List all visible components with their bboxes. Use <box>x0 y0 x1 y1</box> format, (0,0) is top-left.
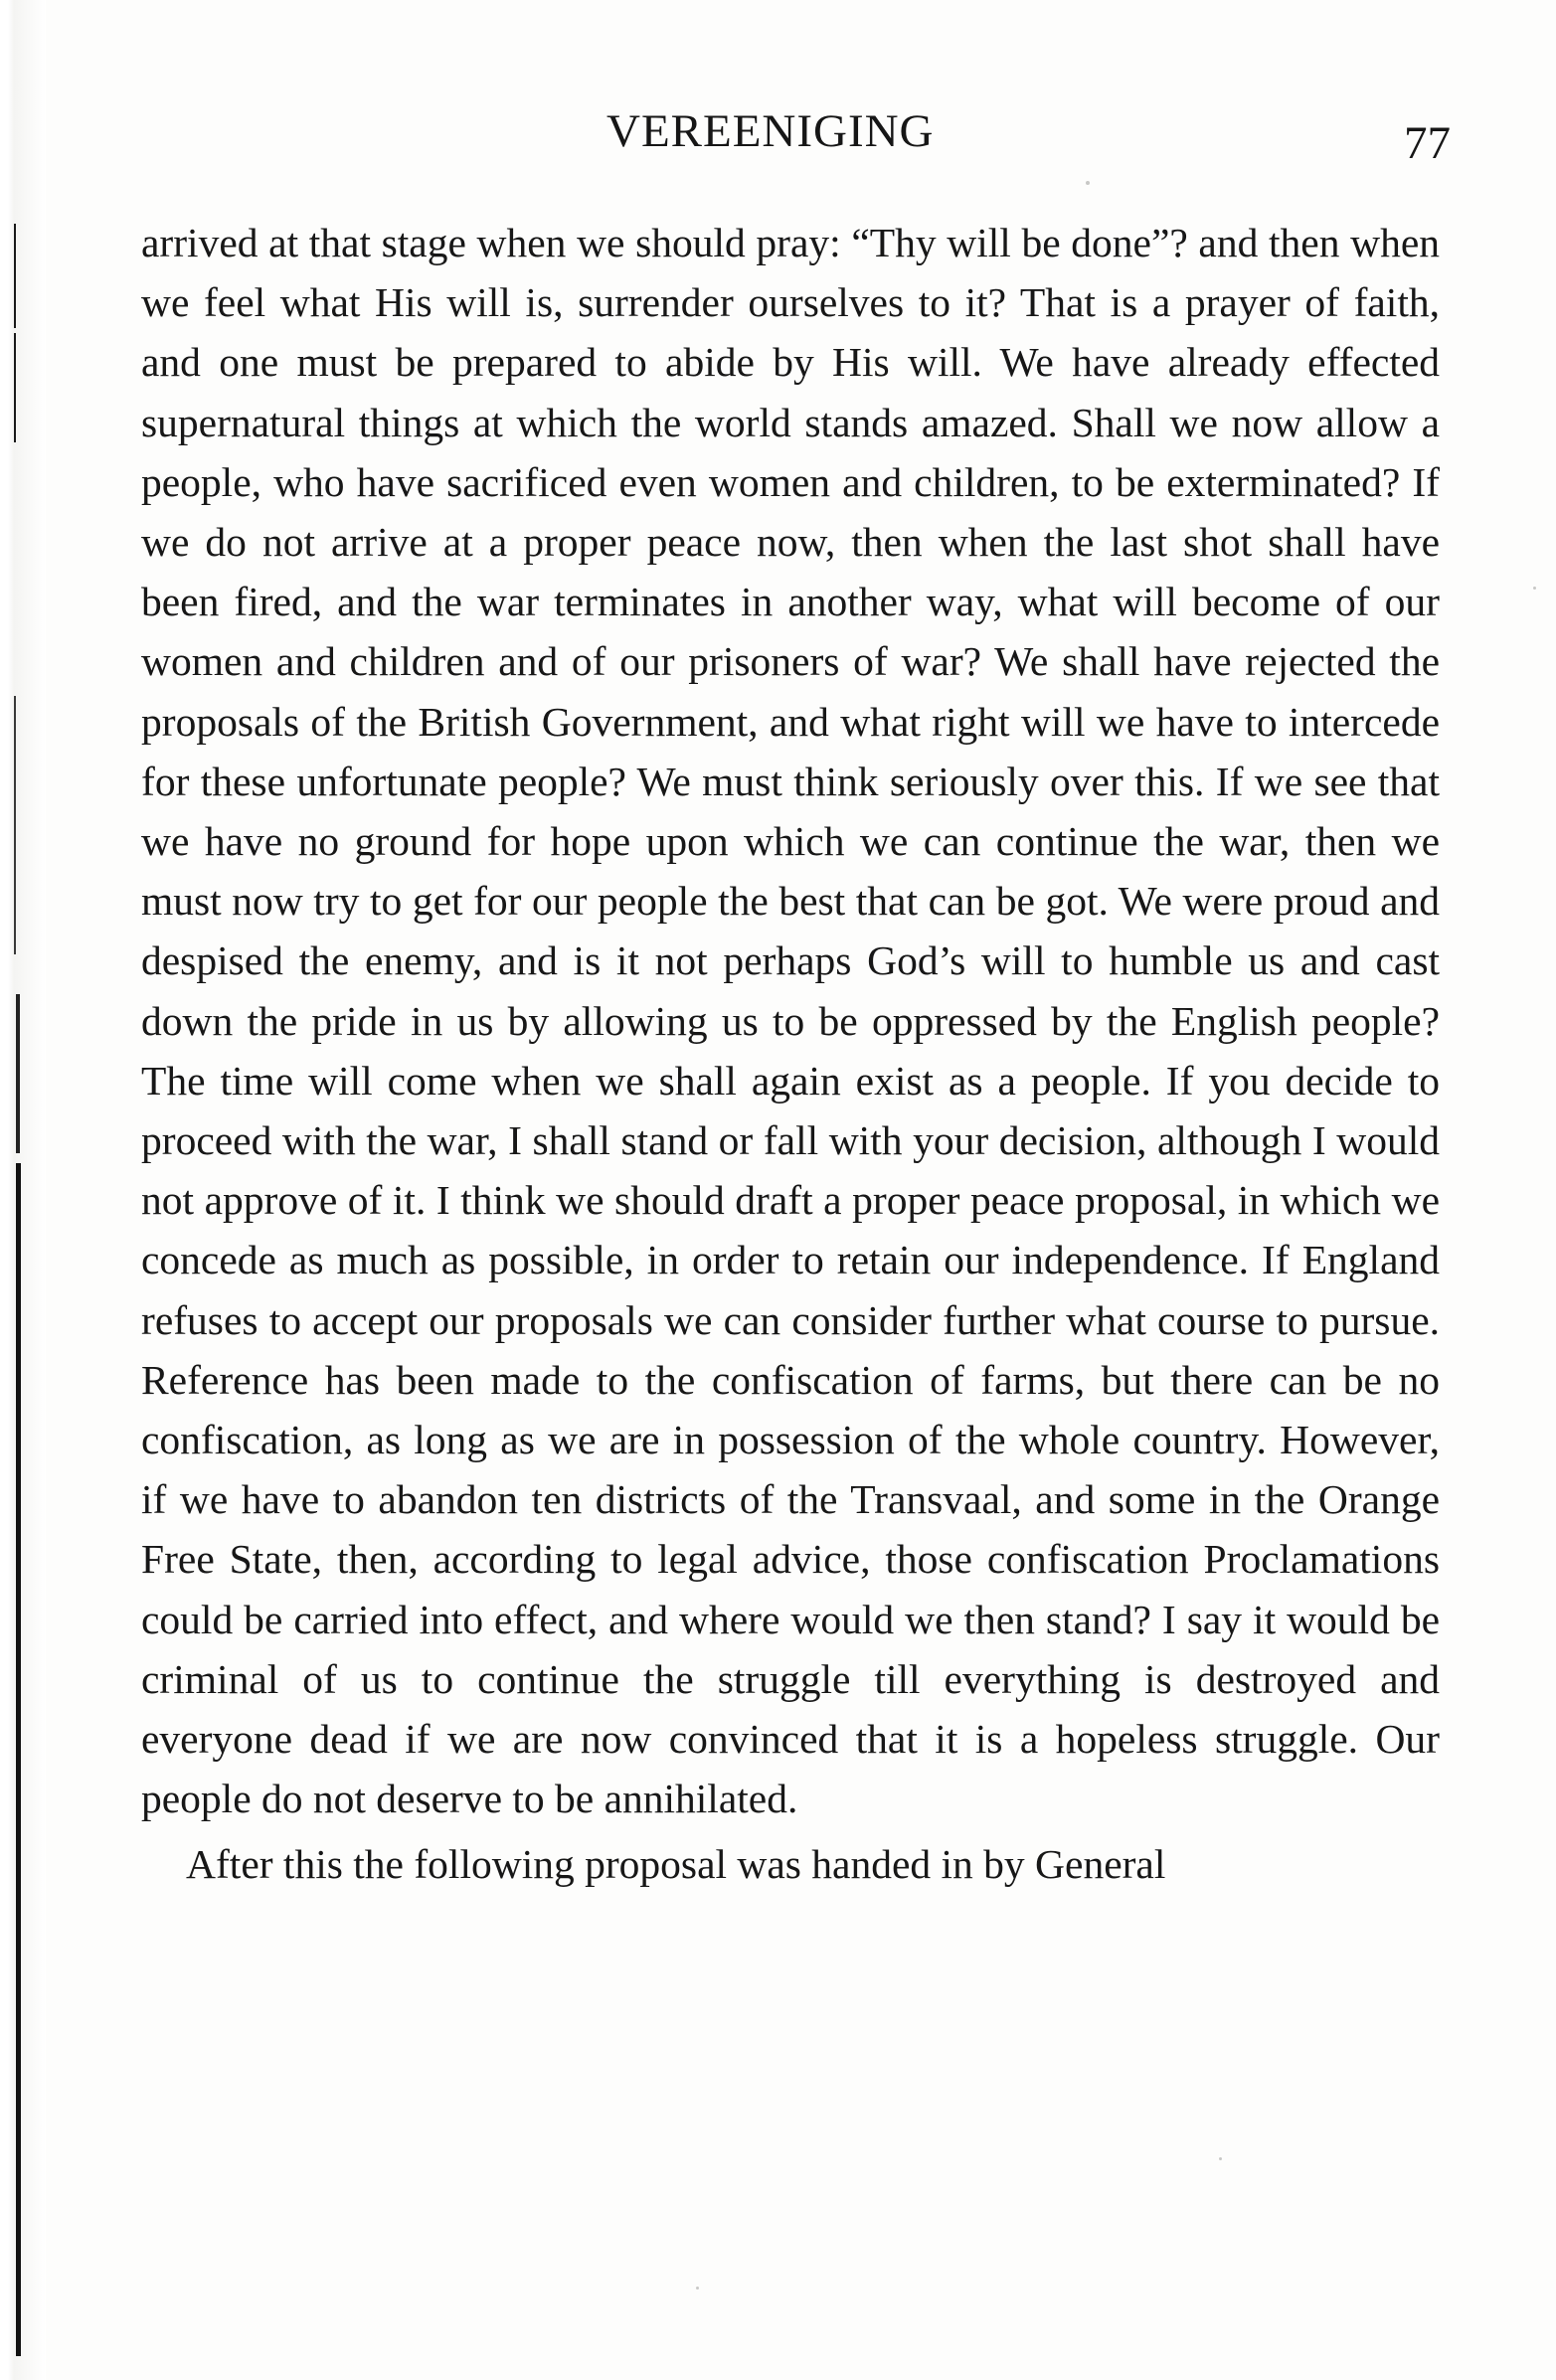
scan-speck <box>696 2287 699 2290</box>
binding-gutter <box>0 0 46 2380</box>
running-title: VEREENIGING <box>606 105 935 157</box>
binding-shadow-line <box>16 994 20 1153</box>
scan-speck <box>1219 2157 1222 2160</box>
page-number: 77 <box>1404 117 1451 169</box>
paragraph: arrived at that stage when we should pray: “Thy will be done”? and then when we feel what His will is, surrender ourselves to it? That is a prayer of faith, and one must be prepared to abide by His will. We have already effected supernatural things at which the world stands amazed. Shall we now allow a people, who have sacrificed even women and children, to be exterminated? If we do not arrive at a proper peace now, then when the last shot shall have been fired, and the war terminates in another way, what will become of our women and children and of our prisoners of war? We shall have rejected the proposals of the British Government, and what right will we have to intercede for these unfortunate people? We must think seriously over this. If we see that we have no ground for hope upon which we can continue the war, then we must now try to get for our people the best that can be got. We were proud and despised the enemy, and is it not perhaps God’s will to humble us and cast down the pride in us by allowing us to be oppressed by the English people? The time will come when we shall again exist as a people. If you decide to proceed with the war, I shall stand or fall with your decision, although I would not approve of it. I think we should draft a proper peace proposal, in which we concede as much as possible, in order to retain our independence. If England refuses to accept our proposals we can consider further what course to pursue. Reference has been made to the confiscation of farms, but there can be no confiscation, as long as we are in possession of the whole country. However, if we have to abandon ten districts of the Transvaal, and some in the Orange Free State, then, according to legal advice, those confiscation Proclamations could be carried into effect, and where would we then stand? I say it would be criminal of us to continue the struggle till everything is destroyed and everyone dead if we are now convinced that it is a hopeless struggle. Our people do not deserve to be annihilated. <box>141 220 1440 1822</box>
binding-shadow-line <box>14 224 16 328</box>
binding-shadow-line <box>16 1163 21 2356</box>
scan-speck <box>1086 181 1090 185</box>
binding-shadow-line <box>14 696 16 954</box>
scan-speck <box>1533 587 1536 590</box>
body-text <box>141 213 1440 1895</box>
binding-shadow-line <box>14 333 16 442</box>
running-head <box>0 104 1556 169</box>
paragraph: After this the following proposal was handed in by General <box>186 1841 1166 1888</box>
